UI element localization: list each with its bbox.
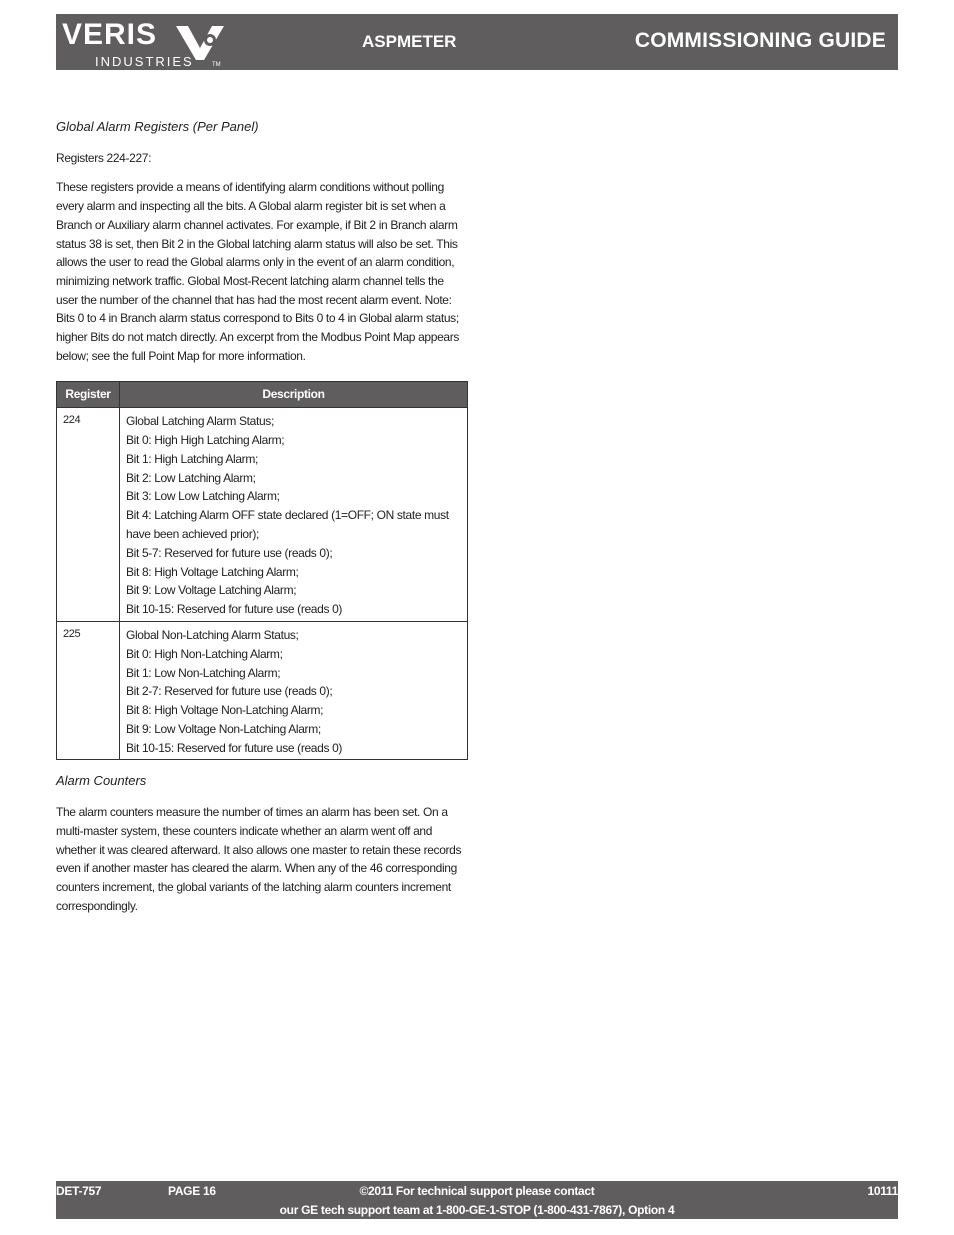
- register-table: [56, 381, 468, 760]
- register-cell: 225: [57, 621, 120, 760]
- description-line: Bit 2: Low Latching Alarm;: [126, 470, 256, 485]
- footer-contact-line-1: ©2011 For technical support please contact: [359, 1184, 595, 1198]
- page-header: [56, 14, 898, 70]
- description-line: Bit 0: High High Latching Alarm;: [126, 432, 285, 447]
- section-title-global-alarm-registers: Global Alarm Registers (Per Panel): [56, 119, 259, 134]
- guide-title: COMMISSIONING GUIDE: [634, 29, 886, 52]
- description-line: Global Latching Alarm Status;: [126, 414, 274, 429]
- column-header-register: Register: [57, 382, 120, 408]
- footer-doc-id: DET-757: [56, 1184, 102, 1198]
- footer-doc-number: 10111: [867, 1184, 898, 1198]
- description-line: Bit 3: Low Low Latching Alarm;: [126, 489, 280, 504]
- description-line: Bit 0: High Non-Latching Alarm;: [126, 646, 283, 661]
- logo-subtitle: INDUSTRIES: [95, 54, 194, 69]
- global-alarm-description: These registers provide a means of identifying alarm conditions without polling every alarm and inspecting all the bits. A Global alarm register bit is set when a Branch or Auxiliary alarm channel activates. For example, if Bit 2 in Branch alarm status 38 is set, then Bit 2 in the Global latching alarm status will also be set. This allows the user to read the Global alarms only in the event of an alarm condition, minimizing network traffic. Global Most-Recent latching alarm channel tells the user the number of the channel that has had the most recent alarm event. Note: Bits 0 to 4 in Branch alarm status correspond to Bits 0 to 4 in Global alarm status; higher Bits do not match directly. An excerpt from the Modbus Point Map appears below; see the full Point Map for more information.: [56, 180, 460, 363]
- description-line: Bit 5-7: Reserved for future use (reads 0);: [126, 545, 333, 560]
- registers-range: Registers 224-227:: [56, 150, 152, 165]
- description-line: Bit 1: High Latching Alarm;: [126, 451, 258, 466]
- logo-trademark: TM: [212, 62, 221, 68]
- column-header-description: Description: [120, 382, 468, 408]
- section-title-alarm-counters: Alarm Counters: [56, 773, 147, 789]
- main-content: [56, 118, 468, 926]
- register-cell: 224: [57, 408, 120, 622]
- description-line: Bit 2-7: Reserved for future use (reads 0);: [126, 684, 333, 699]
- table-header-row: [57, 382, 468, 408]
- table-row: [57, 408, 468, 622]
- description-line: Bit 4: Latching Alarm OFF state declared (1=OFF; ON state must have been achieved prior);: [126, 508, 449, 541]
- table-row: [57, 621, 468, 760]
- description-line: Bit 10-15: Reserved for future use (reads 0): [126, 602, 343, 617]
- veris-logo: [62, 20, 232, 68]
- description-cell: [120, 621, 468, 760]
- description-line: Bit 8: High Voltage Non-Latching Alarm;: [126, 703, 324, 718]
- description-cell: [120, 408, 468, 622]
- description-line: Bit 10-15: Reserved for future use (reads 0): [126, 740, 343, 755]
- alarm-counters-description: The alarm counters measure the number of times an alarm has been set. On a multi-master system, these counters indicate whether an alarm went off and whether it was cleared afterward. It also allows one master to retain these records even if another master has cleared the alarm. When any of the 46 corresponding counters increment, the global variants of the latching alarm counters increment correspondingly.: [56, 805, 462, 913]
- page-footer: [56, 1181, 898, 1219]
- product-name: ASPMETER: [362, 32, 457, 51]
- description-line: Bit 8: High Voltage Latching Alarm;: [126, 564, 299, 579]
- description-line: Bit 9: Low Voltage Non-Latching Alarm;: [126, 721, 321, 736]
- footer-contact-line-2: our GE tech support team at 1-800-GE-1-STOP (1-800-431-7867), Option 4: [279, 1203, 675, 1217]
- footer-page-number: PAGE 16: [168, 1184, 216, 1198]
- description-line: Bit 9: Low Voltage Latching Alarm;: [126, 583, 297, 598]
- description-line: Global Non-Latching Alarm Status;: [126, 627, 299, 642]
- description-line: Bit 1: Low Non-Latching Alarm;: [126, 665, 281, 680]
- logo-wordmark: VERIS: [62, 18, 158, 51]
